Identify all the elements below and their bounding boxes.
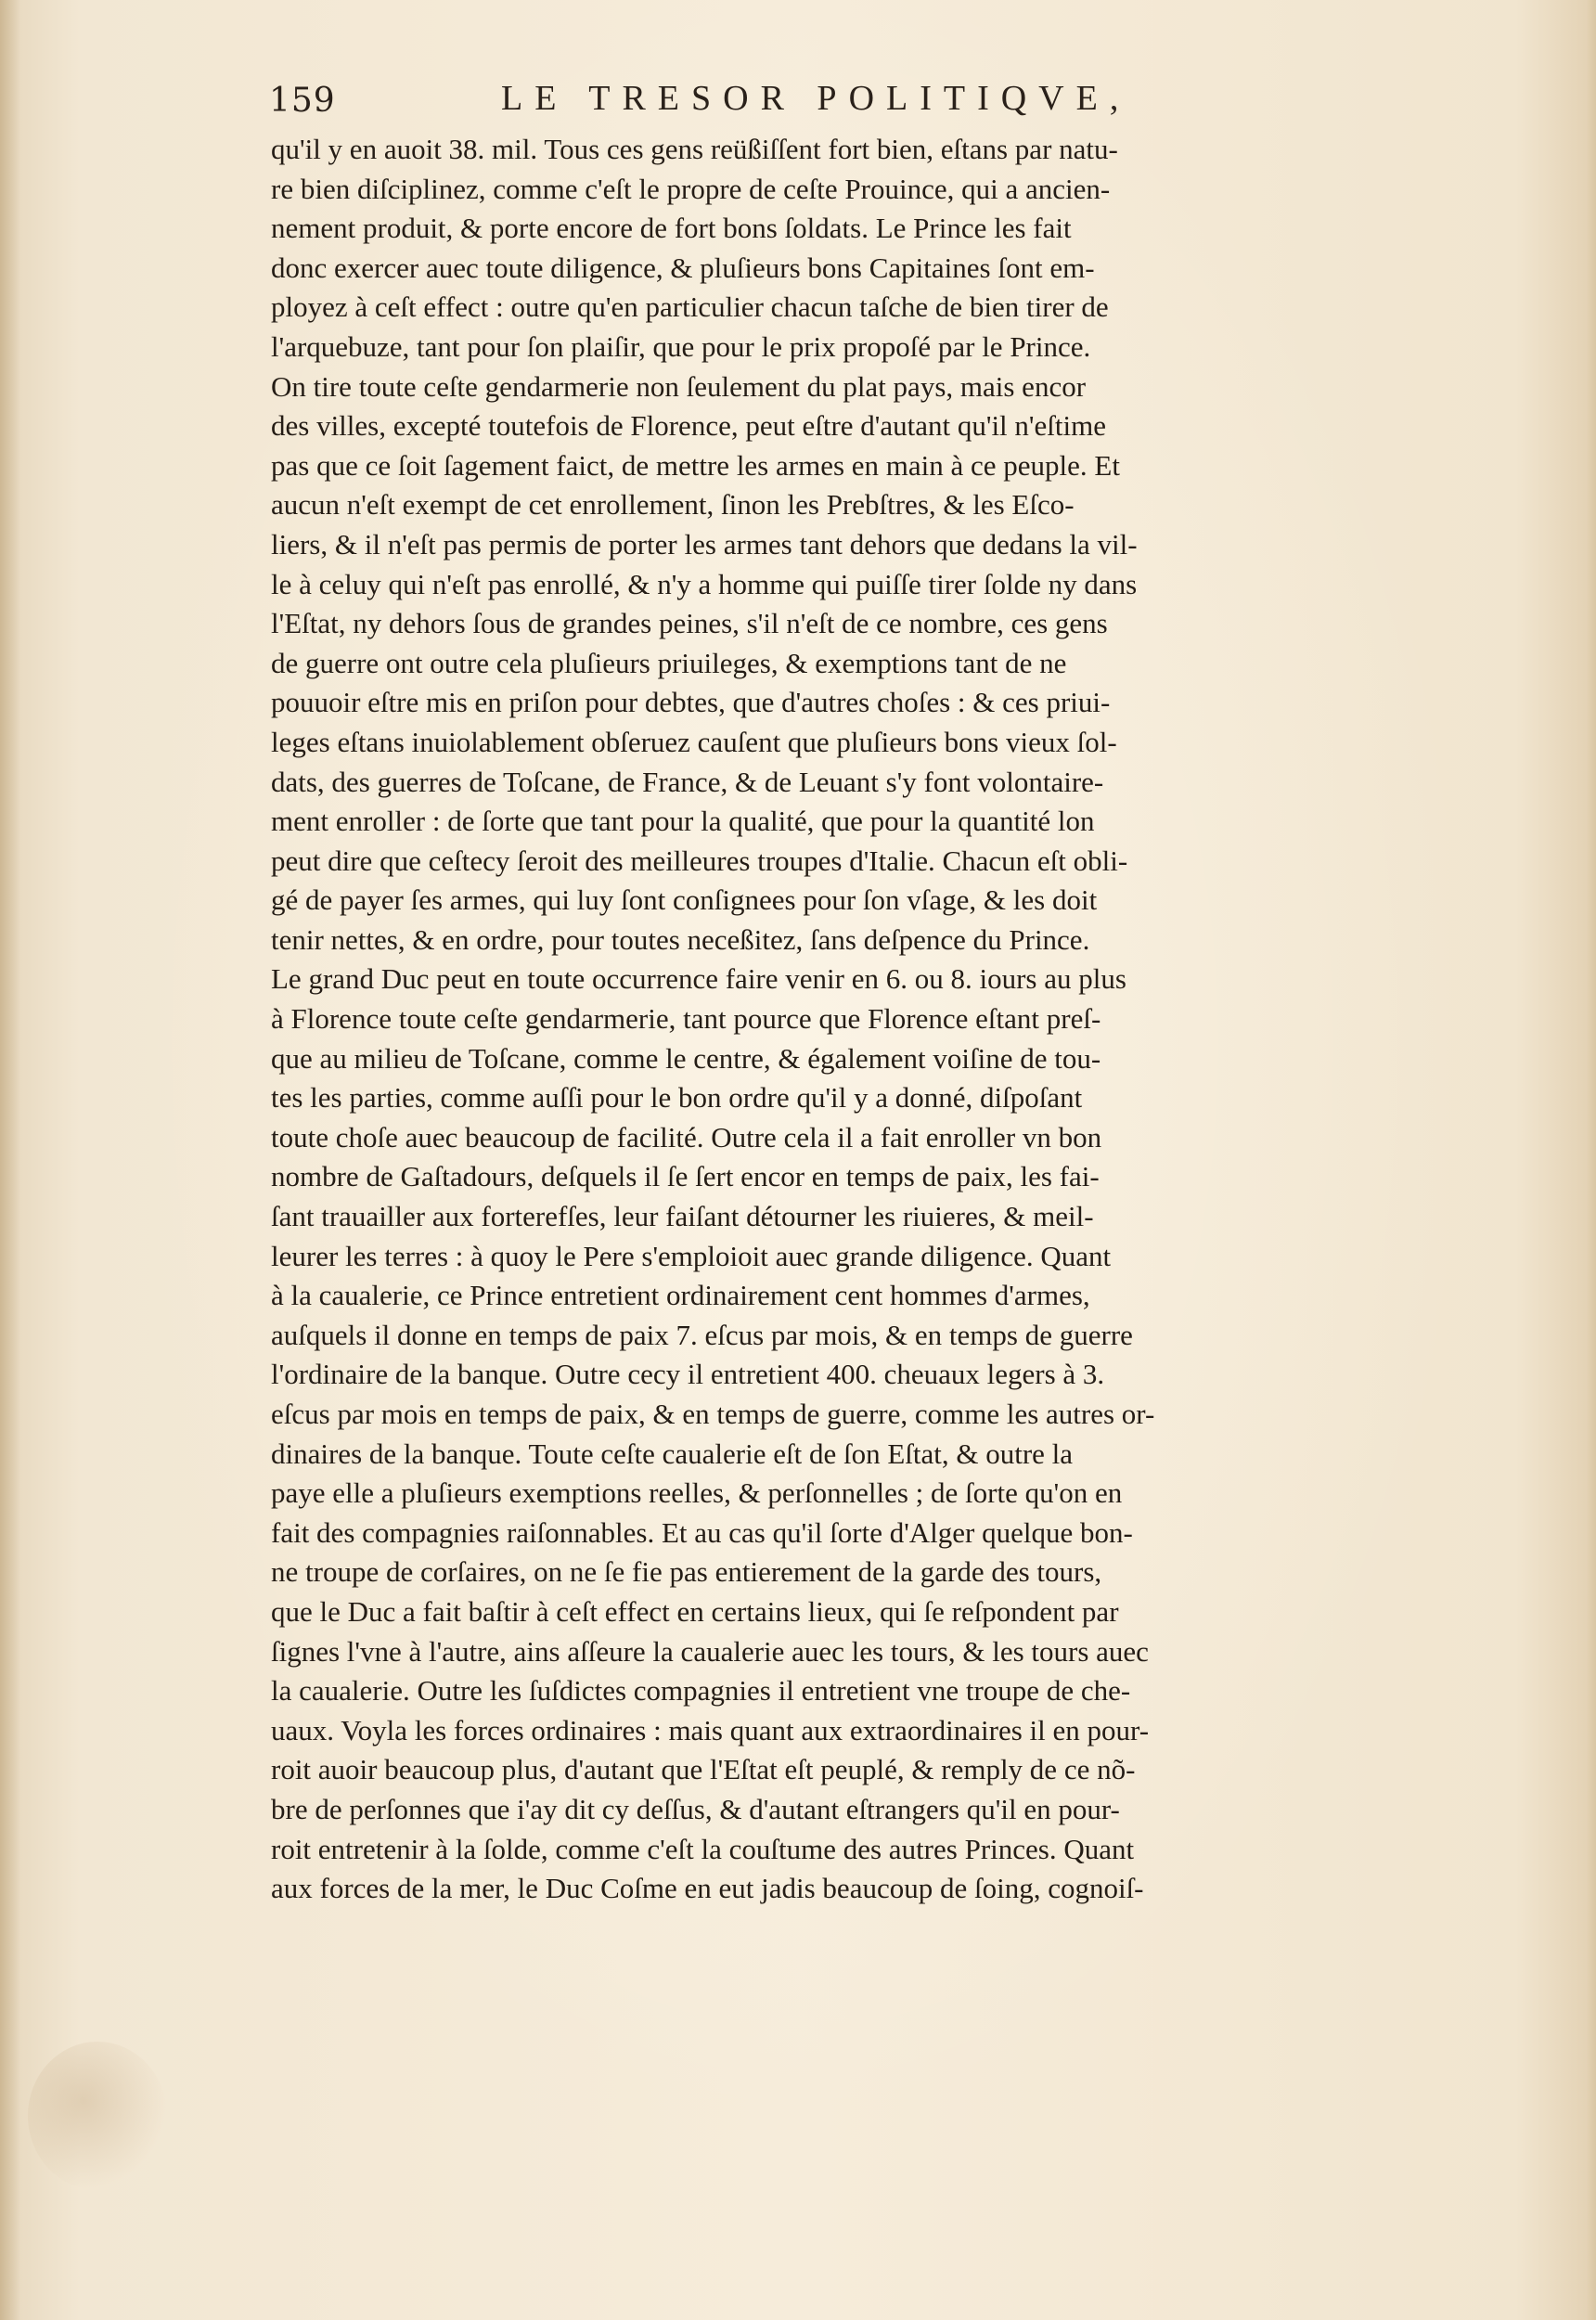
text-line: ſignes l'vne à l'autre, ains aſſeure la caualerie auec les tours, & les tours auec <box>271 1634 1149 1668</box>
text-line: liers, & il n'eſt pas permis de porter les armes tant dehors que dedans la vil- <box>271 527 1138 561</box>
text-line: leurer les terres : à quoy le Pere s'emploioit auec grande diligence. Quant <box>271 1239 1112 1272</box>
text-line: leges eſtans inuiolablement obſeruez cauſent que pluſieurs bons vieux ſol- <box>271 725 1117 758</box>
text-line: à la caualerie, ce Prince entretient ordinairement cent hommes d'armes, <box>271 1279 1090 1312</box>
text-line: uaux. Voyla les forces ordinaires : mais quant aux extraordinaires il en pour- <box>271 1713 1150 1746</box>
text-line: auſquels il donne en temps de paix 7. eſcus par mois, & en temps de guerre <box>271 1318 1133 1351</box>
text-line: tenir nettes, & en ordre, pour toutes neceßitez, ſans deſpence du Prince. <box>271 922 1090 956</box>
text-line: roit auoir beaucoup plus, d'autant que l'Eſtat eſt peuplé, & remply de ce nõ- <box>271 1753 1136 1786</box>
text-line: de guerre ont outre cela pluſieurs priuileges, & exemptions tant de ne <box>271 646 1067 679</box>
text-line: bre de perſonnes que i'ay dit cy deſſus, & d'autant eſtrangers qu'il en pour- <box>271 1792 1120 1825</box>
text-line: à Florence toute ceſte gendarmerie, tant pource que Florence eſtant preſ- <box>271 1002 1101 1036</box>
text-line: dinaires de la banque. Toute ceſte caualerie eſt de ſon Eſtat, & outre la <box>271 1437 1074 1470</box>
text-line: la caualerie. Outre les ſuſdictes compagnies il entretient vne troupe de che- <box>271 1674 1131 1708</box>
text-line: nombre de Gaſtadours, deſquels il ſe ſert encor en temps de paix, les fai- <box>271 1160 1100 1193</box>
text-line: toute choſe auec beaucoup de facilité. Outre cela il a fait enroller vn bon <box>271 1120 1102 1154</box>
text-line: ne troupe de corſaires, on ne ſe fie pas entierement de la garde des tours, <box>271 1555 1102 1589</box>
page-header <box>269 78 1401 130</box>
text-line: On tire toute ceſte gendarmerie non ſeulement du plat pays, mais encor <box>271 369 1087 403</box>
text-line: que au milieu de Toſcane, comme le centre, & également voiſine de tou- <box>271 1041 1101 1075</box>
text-line: peut dire que ceſtecy ſeroit des meilleures troupes d'Italie. Chacun eſt obli- <box>271 844 1128 877</box>
text-line: dats, des guerres de Toſcane, de France, & de Leuant s'y font volontaire- <box>271 765 1104 798</box>
page-edge-shadow-left <box>0 0 20 2320</box>
text-line: paye elle a pluſieurs exemptions reelles, & perſonnelles ; de ſorte qu'on en <box>271 1476 1123 1510</box>
text-line: aucun n'eſt exempt de cet enrollement, ſinon les Prebſtres, & les Eſco- <box>271 488 1075 522</box>
text-line: des villes, excepté toutefois de Florence, peut eſtre d'autant qu'il n'eſtime <box>271 409 1106 443</box>
text-line: l'ordinaire de la banque. Outre cecy il entretient 400. cheuaux legers à 3. <box>271 1358 1105 1391</box>
text-line: roit entretenir à la ſolde, comme c'eſt la couſtume des autres Princes. Quant <box>271 1832 1135 1865</box>
text-line: tes les parties, comme auſſi pour le bon ordre qu'il y a donné, diſpoſant <box>271 1081 1083 1115</box>
text-line: le à celuy qui n'eſt pas enrollé, & n'y a homme qui puiſſe tirer ſolde ny dans <box>271 567 1138 600</box>
text-line: gé de payer ſes armes, qui luy ſont conſignees pour ſon vſage, & les doit <box>271 883 1098 917</box>
text-line: ſant trauailler aux forterefſes, leur faiſant détourner les riuieres, & meil- <box>271 1200 1094 1233</box>
paper-stain <box>28 2042 167 2190</box>
page-number: 159 <box>269 82 336 120</box>
text-line: que le Duc a fait baſtir à ceſt effect en certains lieux, qui ſe reſpondent par <box>271 1594 1119 1628</box>
text-line: ment enroller : de ſorte que tant pour la qualité, que pour la quantité lon <box>271 805 1095 838</box>
page-edge-shadow-right <box>1587 0 1596 2320</box>
text-line: fait des compagnies raiſonnables. Et au cas qu'il ſorte d'Alger quelque bon- <box>271 1515 1133 1549</box>
text-line: eſcus par mois en temps de paix, & en temps de guerre, comme les autres or- <box>271 1398 1155 1430</box>
text-line: pas que ce ſoit ſagement faict, de mettre les armes en main à ce peuple. Et <box>271 448 1120 482</box>
text-line: Le grand Duc peut en toute occurrence faire venir en 6. ou 8. iours au plus <box>271 962 1126 996</box>
text-line: l'Eſtat, ny dehors ſous de grandes peines, s'il n'eſt de ce nombre, ces gens <box>271 607 1108 640</box>
text-line: nement produit, & porte encore de fort bons ſoldats. Le Prince les fait <box>271 212 1072 245</box>
text-line: aux forces de la mer, le Duc Coſme en eut jadis beaucoup de ſoing, cognoiſ- <box>271 1872 1144 1905</box>
text-line: pouuoir eſtre mis en priſon pour debtes, que d'autres choſes : & ces priui- <box>271 686 1111 719</box>
text-line: l'arquebuze, tant pour ſon plaiſir, que pour le prix propoſé par le Prince. <box>271 329 1091 363</box>
text-line: donc exercer auec toute diligence, & pluſieurs bons Capitaines ſont em- <box>271 251 1095 284</box>
text-line: qu'il y en auoit 38. mil. Tous ces gens reüßiſſent fort bien, eſtans par natu- <box>271 133 1118 165</box>
text-line: re bien diſciplinez, comme c'eſt le propre de ceſte Prouince, qui a ancien- <box>271 172 1111 205</box>
body-text <box>271 130 1410 1909</box>
text-line: ployez à ceſt effect : outre qu'en particulier chacun taſche de bien tirer de <box>271 290 1109 324</box>
running-title: LE TRESOR POLITIQVE, <box>501 79 1131 118</box>
